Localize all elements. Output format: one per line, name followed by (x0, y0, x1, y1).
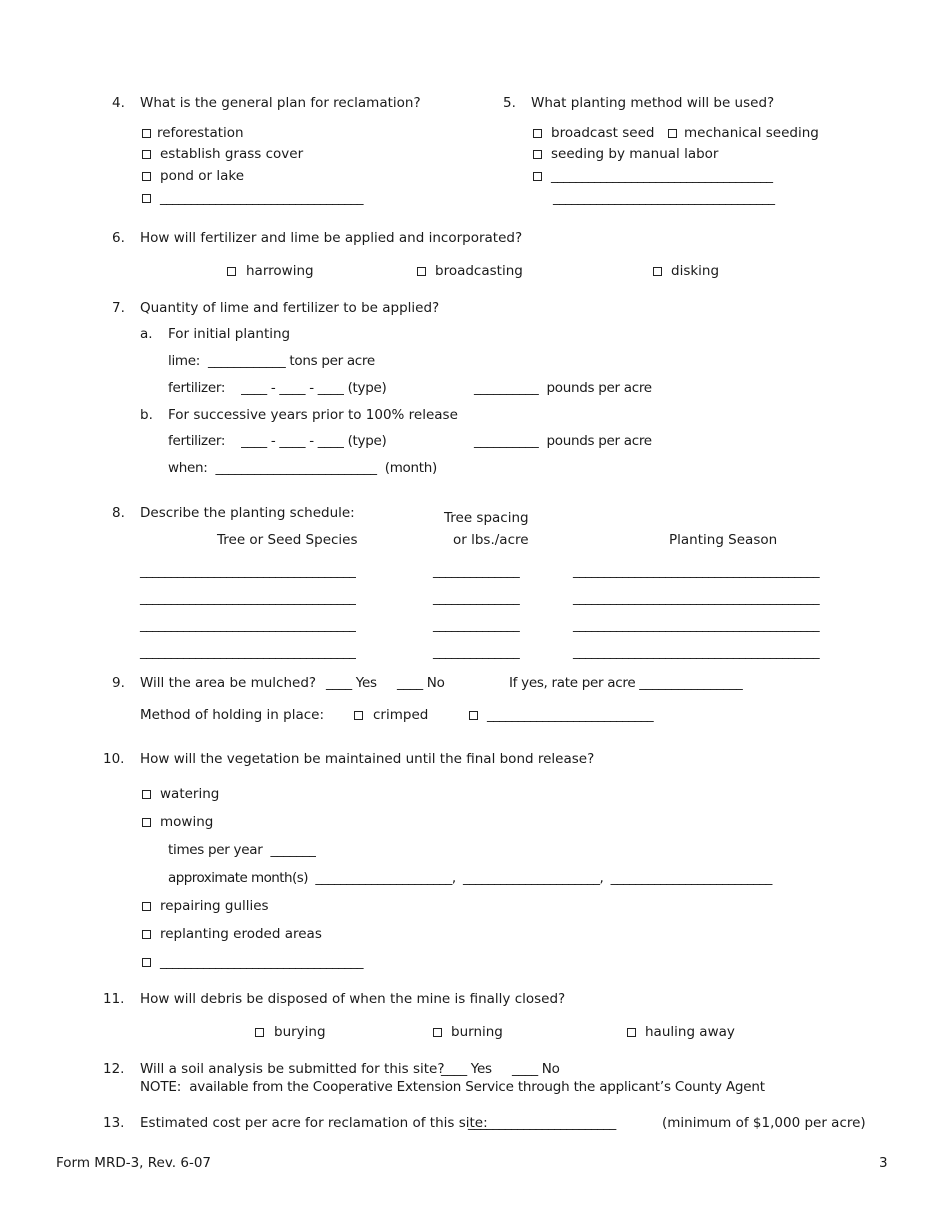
q5-other-blank[interactable]: ____________________________________ (551, 168, 773, 184)
q10-times-per-year[interactable]: times per year _______ (168, 842, 316, 858)
q5-other-blank-2[interactable]: ____________________________________ (553, 190, 775, 206)
q8-row4-season[interactable]: ________________________________________ (573, 644, 820, 660)
q7-fertilizer-line[interactable]: fertilizer: ____ - ____ - ____ (type) (168, 380, 387, 396)
q11-number: 11. (103, 991, 125, 1007)
q13-cost-blank[interactable]: ________________________ (468, 1115, 616, 1131)
q9-crimped-checkbox[interactable] (354, 711, 363, 720)
q8-col1-header: Tree or Seed Species (217, 532, 358, 548)
q10-mowing-checkbox[interactable] (142, 818, 151, 827)
q5-mechanical-label: mechanical seeding (684, 125, 819, 141)
q12-number: 12. (103, 1061, 125, 1077)
q13-number: 13. (103, 1115, 125, 1131)
q6-harrowing-checkbox[interactable] (227, 267, 236, 276)
q8-number: 8. (112, 505, 125, 521)
q8-question: Describe the planting schedule: (140, 505, 355, 521)
q4-grass-label: establish grass cover (160, 146, 304, 162)
q5-mechanical-checkbox[interactable] (668, 129, 677, 138)
q7-question: Quantity of lime and fertilizer to be applied? (140, 300, 440, 316)
q5-manual-label: seeding by manual labor (551, 146, 719, 162)
q10-approx-months[interactable]: approximate month(s) ______________________, ______________________, __________________________ (168, 870, 772, 886)
q4-other-checkbox[interactable] (142, 194, 151, 203)
q11-burying-label: burying (274, 1024, 326, 1040)
q7-when-line[interactable]: when: _________________________ (month) (168, 460, 437, 476)
q4-question: What is the general plan for reclamation? (140, 95, 421, 111)
q9-rate[interactable]: If yes, rate per acre ________________ (509, 675, 743, 691)
q12-question: Will a soil analysis be submitted for this site? (140, 1061, 445, 1077)
q7-number: 7. (112, 300, 125, 316)
q6-number: 6. (112, 230, 125, 246)
q9-yes[interactable]: ____ Yes (326, 675, 377, 691)
q5-manual-checkbox[interactable] (533, 150, 542, 159)
q10-number: 10. (103, 751, 125, 767)
q8-row2-season[interactable]: ________________________________________ (573, 590, 820, 606)
q5-question: What planting method will be used? (531, 95, 775, 111)
q7-b-text: For successive years prior to 100% release (168, 407, 458, 423)
q9-crimped-label: crimped (373, 707, 429, 723)
q8-col2-header-line1: Tree spacing (444, 510, 529, 526)
q8-row3-season[interactable]: ________________________________________ (573, 617, 820, 633)
q10-gullies-checkbox[interactable] (142, 902, 151, 911)
q7-lime-line[interactable]: lime: ____________ tons per acre (168, 353, 375, 369)
q6-broadcasting-checkbox[interactable] (417, 267, 426, 276)
q4-reforestation-label: reforestation (157, 125, 244, 141)
q11-hauling-label: hauling away (645, 1024, 735, 1040)
q12-no[interactable]: ____ No (512, 1061, 560, 1077)
q4-grass-checkbox[interactable] (142, 150, 151, 159)
q4-pond-label: pond or lake (160, 168, 245, 184)
q6-disking-label: disking (671, 263, 720, 279)
q7-a-text: For initial planting (168, 326, 291, 342)
q11-hauling-checkbox[interactable] (627, 1028, 636, 1037)
q8-row2-species[interactable]: ___________________________________ (140, 590, 356, 606)
q10-watering-checkbox[interactable] (142, 790, 151, 799)
q8-row3-spacing[interactable]: ______________ (433, 617, 520, 633)
q7-b-label: b. (140, 407, 153, 423)
q7-fertilizer-amount-b[interactable]: __________ pounds per acre (474, 433, 652, 449)
q9-method-label: Method of holding in place: (140, 707, 324, 723)
q10-question: How will the vegetation be maintained until the final bond release? (140, 751, 595, 767)
q11-question: How will debris be disposed of when the mine is finally closed? (140, 991, 566, 1007)
q4-number: 4. (112, 95, 125, 111)
q9-number: 9. (112, 675, 125, 691)
q8-row3-species[interactable]: ___________________________________ (140, 617, 356, 633)
q10-other-checkbox[interactable] (142, 958, 151, 967)
q5-broadcast-label: broadcast seed (551, 125, 655, 141)
q12-note: NOTE: available from the Cooperative Extension Service through the applicant’s County Agent (140, 1079, 765, 1095)
footer-page-number: 3 (879, 1155, 888, 1171)
q5-number: 5. (503, 95, 516, 111)
q10-mowing-label: mowing (160, 814, 214, 830)
q6-disking-checkbox[interactable] (653, 267, 662, 276)
q4-other-blank[interactable]: _________________________________ (160, 190, 363, 206)
q10-other-blank[interactable]: _________________________________ (160, 954, 363, 970)
q10-replanting-checkbox[interactable] (142, 930, 151, 939)
q10-replanting-label: replanting eroded areas (160, 926, 322, 942)
q6-broadcasting-label: broadcasting (435, 263, 523, 279)
q13-minimum-note: (minimum of $1,000 per acre) (662, 1115, 866, 1131)
q6-question: How will fertilizer and lime be applied and incorporated? (140, 230, 523, 246)
q11-burning-label: burning (451, 1024, 503, 1040)
q7-fertilizer-amount[interactable]: __________ pounds per acre (474, 380, 652, 396)
q11-burying-checkbox[interactable] (255, 1028, 264, 1037)
q8-row4-species[interactable]: ___________________________________ (140, 644, 356, 660)
q9-no[interactable]: ____ No (397, 675, 445, 691)
q8-col3-header: Planting Season (669, 532, 778, 548)
q8-row2-spacing[interactable]: ______________ (433, 590, 520, 606)
q6-harrowing-label: harrowing (246, 263, 314, 279)
q8-row1-species[interactable]: ___________________________________ (140, 563, 356, 579)
q10-gullies-label: repairing gullies (160, 898, 269, 914)
q5-other-checkbox[interactable] (533, 172, 542, 181)
q4-pond-checkbox[interactable] (142, 172, 151, 181)
q8-row1-spacing[interactable]: ______________ (433, 563, 520, 579)
q12-yes[interactable]: ____ Yes (441, 1061, 492, 1077)
q8-col2-header-line2: or lbs./acre (453, 532, 529, 548)
q10-watering-label: watering (160, 786, 220, 802)
q4-reforestation-checkbox[interactable] (142, 129, 151, 138)
q9-other-blank[interactable]: ___________________________ (487, 707, 654, 723)
q7-fertilizer-line-b[interactable]: fertilizer: ____ - ____ - ____ (type) (168, 433, 387, 449)
q5-broadcast-checkbox[interactable] (533, 129, 542, 138)
q11-burning-checkbox[interactable] (433, 1028, 442, 1037)
q8-row1-season[interactable]: ________________________________________ (573, 563, 820, 579)
q8-row4-spacing[interactable]: ______________ (433, 644, 520, 660)
q9-question: Will the area be mulched? (140, 675, 317, 691)
q13-question: Estimated cost per acre for reclamation of this site: (140, 1115, 488, 1131)
footer-form-id: Form MRD-3, Rev. 6-07 (56, 1155, 212, 1171)
q7-a-label: a. (140, 326, 153, 342)
q9-other-checkbox[interactable] (469, 711, 478, 720)
